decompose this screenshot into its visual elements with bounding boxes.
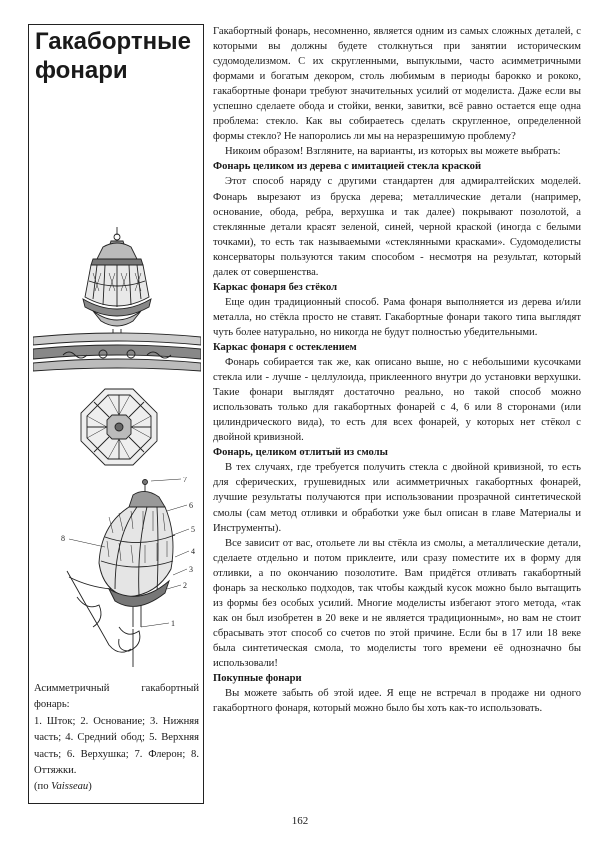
- caption-parts: 1. Шток; 2. Основание; 3. Нижняя часть; 4. Средний обод; 5. Верхняя часть; 6. Верхушка; 7. Флерон; 8. Оттяжки.: [34, 715, 199, 777]
- section-text-frame: Еще один традиционный способ. Рама фонаря выполняется из дерева и/или металла, но стёкла просто не ставят. Гакабортные фонари такого типа выглядят чуть более натурально, но никогда не будут полностью убедительными.: [213, 296, 581, 338]
- intro-paragraph-2: Никоим образом! Взгляните, на варианты, из которых вы можете выбрать:: [225, 146, 561, 158]
- title-line-1: Гакабортные: [35, 28, 191, 55]
- article-body: [213, 24, 581, 716]
- part-label-2: 2: [183, 581, 187, 590]
- section-heading-resin: Фонарь, целиком отлитый из смолы: [213, 447, 388, 459]
- section-text-resin-2: Все зависит от вас, отольете ли вы стёкла из смолы, а металлические детали, сделаете отдельно и потом приклеите, или сразу поместите их в форму для отливки, а по окончанию позолотите. Вам придётся отливать гакабортный фонарь за несколько подходов, так чтобы каждый кусок можно было вытащить из формы без особых усилий. Многие моделисты избегают этого метода, «так как он был изобретен в 20 веке и не является традиционным», но вам не стоит сбрасывать этот способ со счетов по этой причине. Если бы в 17 или 18 веке была синтетическая смола, то моделисты того времени её однозначно бы использовали!: [213, 537, 581, 669]
- section-heading-wood: Фонарь целиком из дерева с имитацией стекла краской: [213, 161, 482, 173]
- section-text-bought: Вы можете забыть об этой идее. Я еще не встречал в продаже ни одного гакабортного фонаря, который можно было бы хоть как-то использовать.: [213, 688, 581, 715]
- section-heading-frame: Каркас фонаря без стёкол: [213, 281, 338, 293]
- caption-line-2: фонарь:: [34, 699, 70, 711]
- part-label-3: 3: [189, 565, 193, 574]
- lantern-top-view-illustration: [79, 387, 159, 467]
- figure-caption: [34, 681, 199, 796]
- part-label-7: 7: [183, 477, 187, 484]
- section-text-wood: Этот способ наряду с другими стандартен для адмиралтейских моделей. Фонарь вырезают из бруска дерева; металлические детали (например, основание, обода, ребра, верхушка и так далее) покрывают позолотой, а стеклянные детали красят зеленой, синей, черной краской (иногда с белыми точками), то есть так называемыми «стеклянными красками». Судомоделисты консерваторы пользуются таким способом - несмотря на результат, который далек от совершенства.: [213, 176, 581, 278]
- section-text-resin-1: В тех случаях, где требуется получить стекла с двойной кривизной, то есть для сферических, грушевидных или асимметричных гакабортных фонарей, лучшие результаты получаются при использовании прозрачной синтетической смолы (сам метод отливки и обработки уже был описан в главе Материалы и Инструменты).: [213, 462, 581, 534]
- chapter-title: [35, 27, 191, 85]
- part-label-8: 8: [61, 534, 65, 543]
- intro-paragraph: Гакабортный фонарь, несомненно, является одним из самых сложных деталей, с которыми вы должны будете столкнуться при занятии историческим судомоделизмом. С их скругленными, выпуклыми, часто асимметричными формами и богатым декором, столь любимым в периоды барокко и рококо, гакабортные фонари требуют значительных усилий от моделиста. Даже если вы успешно сделаете обода и стойки, венки, завитки, всё равно остается еще одна проблема: стекло. Как вы собираетесь сделать скругленное, определенной формы стекло? Не напоролись ли мы на неразрешимую проблему?: [213, 26, 581, 143]
- lantern-side-view-illustration: [33, 225, 201, 373]
- section-heading-bought: Покупные фонари: [213, 673, 302, 685]
- section-text-glazed: Фонарь собирается так же, как описано выше, но с небольшими кусочками стекла или - лучше - целлулоида, приклеенного внутри до установки верхушки. Такие фонари выглядят достаточно реально, но такой способ можно использовать только для гакабортных фонарей с 4, 6 или 8 сторонами (или цилиндрического вида), то есть для всех фонарей, у которых нет стёкол с двойной кривизной.: [213, 357, 581, 444]
- part-label-4: 4: [191, 547, 195, 556]
- caption-source-name: Vaisseau: [51, 781, 89, 793]
- part-label-1: 1: [171, 619, 175, 628]
- section-heading-glazed: Каркас фонаря с остеклением: [213, 341, 357, 353]
- title-line-2: фонари: [35, 57, 128, 84]
- part-label-5: 5: [191, 525, 195, 534]
- part-label-6: 6: [189, 501, 193, 510]
- page-number: 162: [291, 815, 309, 827]
- asymmetric-lantern-illustration: [49, 477, 197, 673]
- caption-source: (по Vaisseau): [34, 781, 92, 793]
- sidebar-box: [28, 24, 204, 804]
- caption-line-1: Асимметричный гакабортный: [34, 683, 199, 694]
